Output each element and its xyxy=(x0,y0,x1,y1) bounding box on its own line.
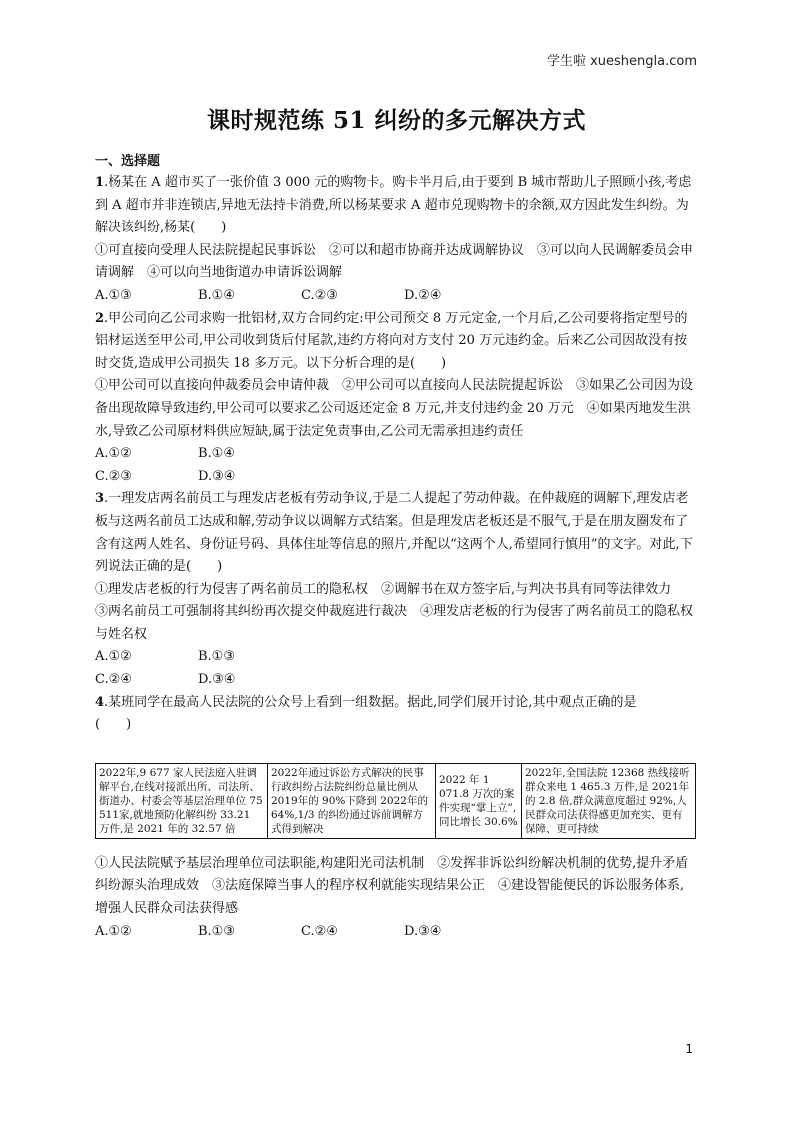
table-cell: 2022年,9 677 家人民法庭入驻调解平台,在线对接派出所、司法所、街道办、村委会等基层治理单位 75 511家,就地预防化解纠纷 33.21 万件,是 2021 年的 32.57 倍 xyxy=(96,763,268,838)
question-stem: 1.杨某在 A 超市买了一张价值 3 000 元的购物卡。购卡半月后,由于要到 B 城市帮助儿子照顾小孩,考虑到 A 超市并非连锁店,异地无法持卡消费,所以杨某要求 A 超市兑现购物卡的余额,双方因此发生纠纷。为解决该纠纷,杨某( ) xyxy=(95,175,692,236)
table-cell: 2022 年 1 071.8 万次的案件实现“掌上立”,同比增长 30.6% xyxy=(436,763,522,838)
option-d[interactable]: D.③④ xyxy=(404,923,442,939)
question-items: ①人民法院赋予基层治理单位司法职能,构建阳光司法机制 ②发挥非诉讼纠纷解决机制的优势,提升矛盾纠纷源头治理成效 ③法庭保障当事人的程序权利就能实现结果公正 ④建设智能便民的诉讼服务体系,增强人民群众司法获得感 xyxy=(95,855,689,917)
answer-options-row-1 xyxy=(95,443,695,466)
question-number: 2 xyxy=(95,310,105,326)
answer-options-row-2 xyxy=(95,466,695,489)
answer-options xyxy=(95,285,695,308)
section-heading: 一、选择题 xyxy=(95,154,161,169)
table-cell: 2022年通过诉讼方式解决的民事行政纠纷占法院纠纷总量比例从 2019年的 90%下降到 2022年的 64%,1/3 的纠纷通过诉前调解方式得到解决 xyxy=(268,763,436,838)
question-items: ①理发店老板的行为侵害了两名前员工的隐私权 ②调解书在双方签字后,与判决书具有同等法律效力 ③两名前员工可强制将其纠纷再次提交仲裁庭进行裁决 ④理发店老板的行为侵害了两名前员工的隐私权与姓名权 xyxy=(95,581,694,642)
option-c[interactable]: C.②③ xyxy=(301,287,338,303)
question-stem: 4.某班同学在最高人民法院的公众号上看到一组数据。据此,同学们展开讨论,其中观点正确的是 xyxy=(95,694,637,710)
option-c[interactable]: C.②④ xyxy=(301,923,338,939)
table-row xyxy=(96,763,696,838)
question-items: ①可直接向受理人民法院提起民事诉讼 ②可以和超市协商并达成调解协议 ③可以向人民调解委员会申请调解 ④可以向当地街道办申请诉讼调解 xyxy=(95,242,694,281)
question-stem: 2.甲公司向乙公司求购一批铝材,双方合同约定:甲公司预交 8 万元定金,一个月后,乙公司要将指定型号的铝材运送至甲公司,甲公司收到货后付尾款,违约方将向对方支付 20 万元违约金。后来乙公司因故没有按时交货,造成甲公司损失 18 多万元。以下分析合理的是( ) xyxy=(95,310,688,371)
answer-options-row-1 xyxy=(95,646,695,669)
question-stem: 3.一理发店两名前员工与理发店老板有劳动争议,于是二人提起了劳动仲裁。在仲裁庭的调解下,理发店老板与这两名前员工达成和解,劳动争议以调解方式结案。但是理发店老板还是不服气,于是在朋友圈发布了含有这两人姓名、身份证号码、具体住址等信息的照片,并配以“这两个人,希望同行慎用”的文字。对此,下列说法正确的是( ) xyxy=(95,491,693,575)
site-watermark: 学生啦 xueshengla.com xyxy=(546,54,697,69)
question-number: 4 xyxy=(95,694,105,710)
question-4 xyxy=(95,692,695,944)
option-c[interactable]: C.②③ xyxy=(95,468,132,484)
option-a[interactable]: A.①② xyxy=(95,923,132,939)
answer-blank: ( ) xyxy=(95,717,132,733)
page-title: 课时规范练 51 纠纷的多元解决方式 xyxy=(206,107,587,134)
answer-options-row-2 xyxy=(95,669,695,692)
option-a[interactable]: A.①③ xyxy=(95,287,132,303)
page-number: 1 xyxy=(685,1042,693,1056)
option-d[interactable]: D.③④ xyxy=(198,468,236,484)
question-list xyxy=(95,172,695,943)
option-b[interactable]: B.①④ xyxy=(198,287,235,303)
statistics-table xyxy=(95,763,696,839)
table-cell: 2022年,全国法院 12368 热线接听群众来电 1 465.3 万件,是 2021年的 2.8 倍,群众满意度超过 92%,人民群众司法获得感更加充实、更有保障、更可持续 xyxy=(522,763,696,838)
question-items: ①甲公司可以直接向仲裁委员会申请仲裁 ②甲公司可以直接向人民法院提起诉讼 ③如果乙公司因为设备出现故障导致违约,甲公司可以要求乙公司返还定金 8 万元,并支付违约金 20 万元 ④如果丙地发生洪水,导致乙公司原材料供应短缺,属于法定免责事由,乙公司无需承担违约责任 xyxy=(95,378,694,439)
answer-options xyxy=(95,921,695,944)
question-2 xyxy=(95,308,695,489)
option-b[interactable]: B.①③ xyxy=(198,923,235,939)
question-3 xyxy=(95,488,695,691)
option-b[interactable]: B.①③ xyxy=(198,649,235,665)
question-1 xyxy=(95,172,695,308)
option-d[interactable]: D.②④ xyxy=(404,287,442,303)
option-b[interactable]: B.①④ xyxy=(198,446,235,462)
question-number: 1 xyxy=(95,175,105,190)
question-number: 3 xyxy=(95,491,105,507)
option-a[interactable]: A.①② xyxy=(95,649,132,665)
option-d[interactable]: D.③④ xyxy=(198,672,236,688)
option-c[interactable]: C.②④ xyxy=(95,672,132,688)
option-a[interactable]: A.①② xyxy=(95,446,132,462)
